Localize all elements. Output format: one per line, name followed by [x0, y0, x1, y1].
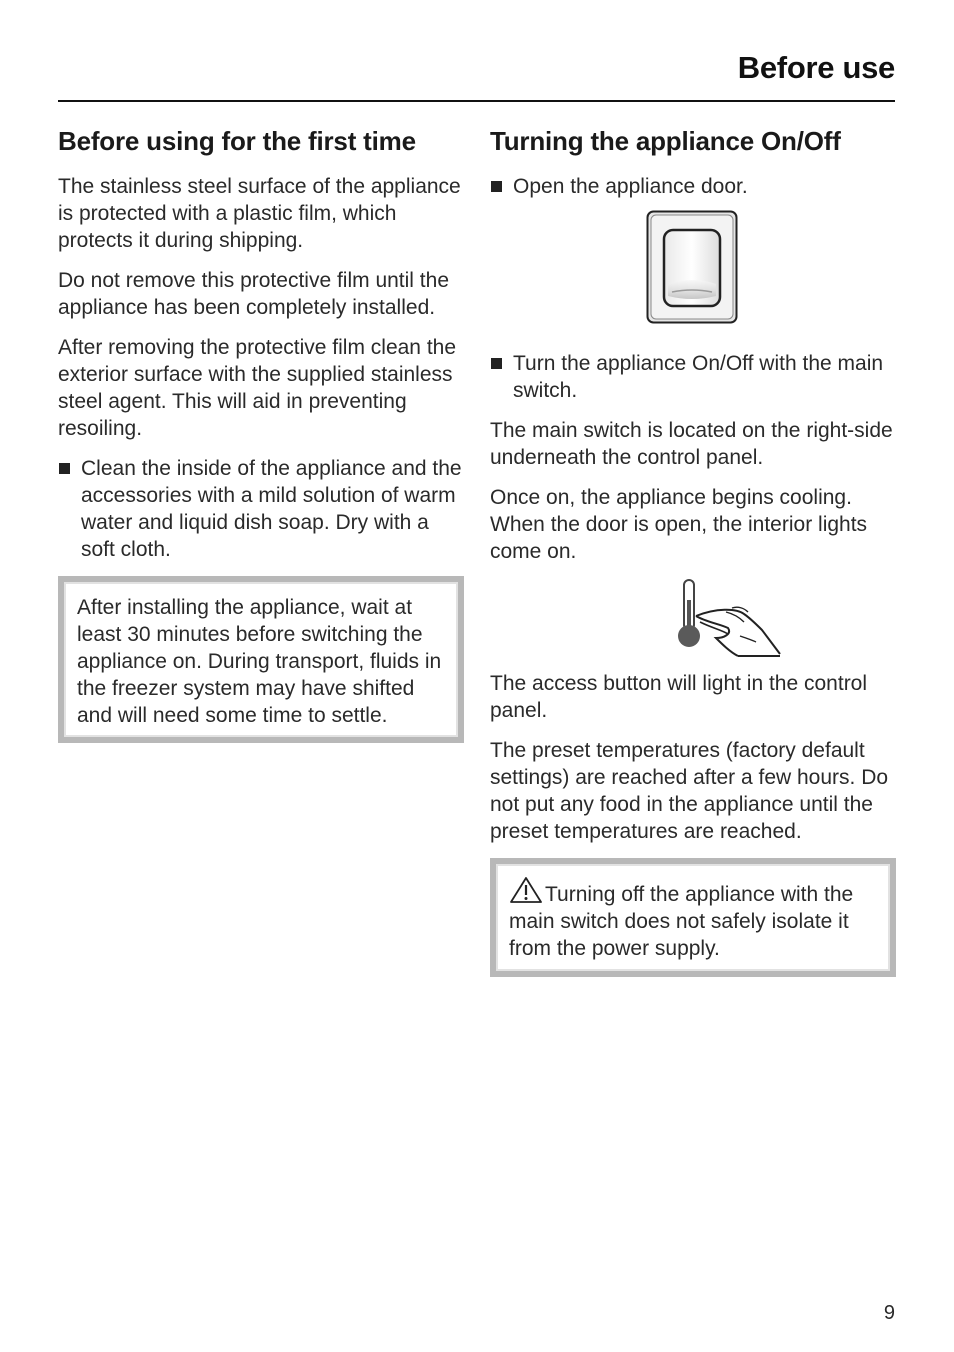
paragraph: Do not remove this protective film until the appliance has been completely installed. — [58, 269, 450, 319]
paragraph: The access button will light in the control panel. — [490, 672, 868, 722]
bullet-item-clean-inside: Clean the inside of the appliance and the accessories with a mild solution of warm water and liquid dish soap. Dry with a soft cloth. — [58, 455, 464, 563]
paragraph: Once on, the appliance begins cooling. When the door is open, the interior lights come on. — [490, 486, 868, 563]
note-box-wait — [58, 576, 464, 743]
paragraph: The stainless steel surface of the appliance is protected with a plastic film, which protects it during shipping. — [58, 175, 461, 252]
right-column — [490, 123, 896, 977]
page-number: 9 — [883, 1302, 895, 1324]
main-switch-illustration — [646, 210, 738, 324]
warning-box — [490, 858, 896, 977]
left-column — [58, 123, 464, 743]
thermometer-touch-illustration — [676, 578, 784, 660]
paragraph: After removing the protective film clean the exterior surface with the supplied stainless steel agent. This will aid in preventing resoiling. — [58, 336, 457, 440]
warning-triangle-icon — [509, 876, 543, 904]
page-header-title: Before use — [737, 50, 895, 85]
note-text: After installing the appliance, wait at least 30 minutes before switching the appliance on. During transport, fluids in the freezer system may have shifted and will need some time to settle. — [77, 596, 442, 727]
paragraph: The preset temperatures (factory default settings) are reached after a few hours. Do not put any food in the appliance until the preset temperatures are reached. — [490, 739, 889, 843]
header-rule — [58, 100, 895, 102]
section-heading-first-use: Before using for the first time — [58, 126, 416, 156]
paragraph: The main switch is located on the right-side underneath the control panel. — [490, 419, 893, 469]
warning-text-wrapper — [509, 876, 877, 962]
warning-text: Turning off the appliance with the main switch does not safely isolate it from the power supply. — [509, 883, 854, 960]
bullet-item-main-switch: Turn the appliance On/Off with the main switch. — [490, 350, 896, 404]
section-heading-on-off: Turning the appliance On/Off — [490, 126, 841, 156]
bullet-item-open-door: Open the appliance door. — [490, 173, 896, 200]
